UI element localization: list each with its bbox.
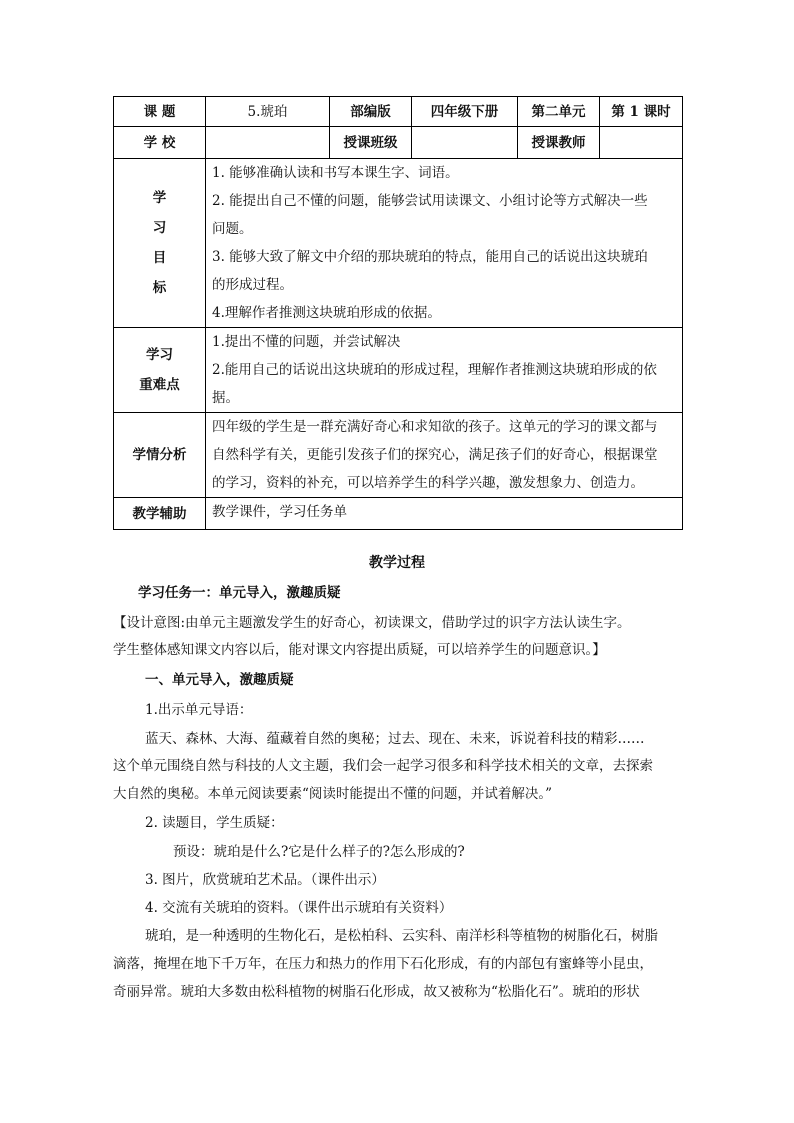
row-goals [114, 159, 683, 328]
step-line: 1.出示单元导语： [145, 702, 253, 718]
class-value [412, 127, 518, 159]
row-lesson [114, 97, 683, 127]
lesson-title: 5.琥珀 [206, 97, 330, 127]
edition: 部编版 [330, 97, 412, 127]
body-line: 蓝天、森林、大海、蕴藏着自然的奥秘；过去、现在、未来，诉说着科技的精彩…… [145, 731, 645, 747]
goals-label-char: 目 [152, 250, 167, 266]
preset-line: 预设：琥珀是什么?它是什么样子的?怎么形成的? [173, 844, 465, 860]
row-school [114, 127, 683, 159]
analysis-line: 自然科学有关，更能引发孩子们的探究心，满足孩子们的好奇心，根据课堂 [212, 447, 658, 463]
key-line: 据。 [212, 390, 239, 406]
grade: 四年级下册 [412, 97, 518, 127]
process-title: 教学过程 [369, 555, 425, 571]
goal-line: 的形成过程。 [212, 277, 293, 293]
step-line: 4. 交流有关琥珀的资料。（课件出示琥珀有关资料） [145, 900, 453, 916]
goal-line: 1. 能够准确认读和书写本课生字、词语。 [212, 165, 459, 181]
school-value [206, 127, 330, 159]
goals-label-char: 标 [152, 280, 167, 296]
design-intent-line: 学生整体感知课文内容以后，能对课文内容提出质疑，可以培养学生的问题意识。】 [113, 642, 606, 658]
teacher-value [600, 127, 683, 159]
class-label: 授课班级 [330, 127, 412, 159]
step-line: 2. 读题目，学生质疑： [145, 815, 284, 831]
section-heading: 一、单元导入，激趣质疑 [145, 672, 294, 688]
lesson-label: 课 题 [114, 97, 206, 127]
goal-line: 3. 能够大致了解文中介绍的那块琥珀的特点，能用自己的话说出这块琥珀 [212, 249, 648, 265]
goals-content [206, 159, 683, 328]
teacher-label: 授课教师 [518, 127, 600, 159]
row-key-points [114, 328, 683, 413]
design-intent-line: 【设计意图:由单元主题激发学生的好奇心，初读课文，借助学过的识字方法认读生字。 [113, 615, 631, 631]
aids-value: 教学课件，学习任务单 [206, 498, 683, 530]
analysis-content [206, 413, 683, 498]
row-aids [114, 498, 683, 530]
row-analysis [114, 413, 683, 498]
goal-line: 4.理解作者推测这块琥珀形成的依据。 [212, 305, 441, 321]
key-label [114, 328, 206, 413]
school-label: 学 校 [114, 127, 206, 159]
body-line: 这个单元围绕自然与科技的人文主题，我们会一起学习很多和科学技术相关的文章，去探索 [113, 758, 653, 774]
key-content [206, 328, 683, 413]
body-line: 琥珀，是一种透明的生物化石，是松柏科、云实科、南洋杉科等植物的树脂化石，树脂 [145, 928, 658, 944]
analysis-label: 学情分析 [114, 413, 206, 498]
key-line: 1.提出不懂的问题，并尝试解决 [212, 334, 401, 350]
body-line: 奇丽异常。琥珀大多数由松科植物的树脂石化形成，故又被称为“松脂化石”。琥珀的形状 [113, 984, 640, 1000]
goals-label [114, 159, 206, 328]
aids-label: 教学辅助 [114, 498, 206, 530]
step-line: 3. 图片，欣赏琥珀艺术品。（课件出示） [145, 872, 385, 888]
key-label-line: 重难点 [139, 377, 180, 393]
goals-label-char: 学 [152, 190, 167, 206]
lesson-info-table [113, 96, 683, 530]
task-heading: 学习任务一：单元导入，激趣质疑 [138, 585, 341, 601]
unit: 第二单元 [518, 97, 600, 127]
key-line: 2.能用自己的话说出这块琥珀的形成过程，理解作者推测这块琥珀形成的依 [212, 362, 657, 378]
key-label-line: 学习 [146, 347, 173, 363]
body-line: 大自然的奥秘。本单元阅读要素“阅读时能提出不懂的问题，并试着解决。” [113, 786, 553, 802]
goal-line: 2. 能提出自己不懂的问题，能够尝试用读课文、小组讨论等方式解决一些 [212, 193, 648, 209]
analysis-line: 的学习，资料的补充，可以培养学生的科学兴趣，激发想象力、创造力。 [212, 475, 644, 491]
goal-line: 问题。 [212, 221, 253, 237]
period: 第 1 课时 [600, 97, 683, 127]
goals-label-char: 习 [152, 220, 167, 236]
body-line: 滴落，掩埋在地下千万年，在压力和热力的作用下石化形成，有的内部包有蜜蜂等小昆虫， [113, 956, 653, 972]
analysis-line: 四年级的学生是一群充满好奇心和求知欲的孩子。这单元的学习的课文都与 [212, 419, 658, 435]
